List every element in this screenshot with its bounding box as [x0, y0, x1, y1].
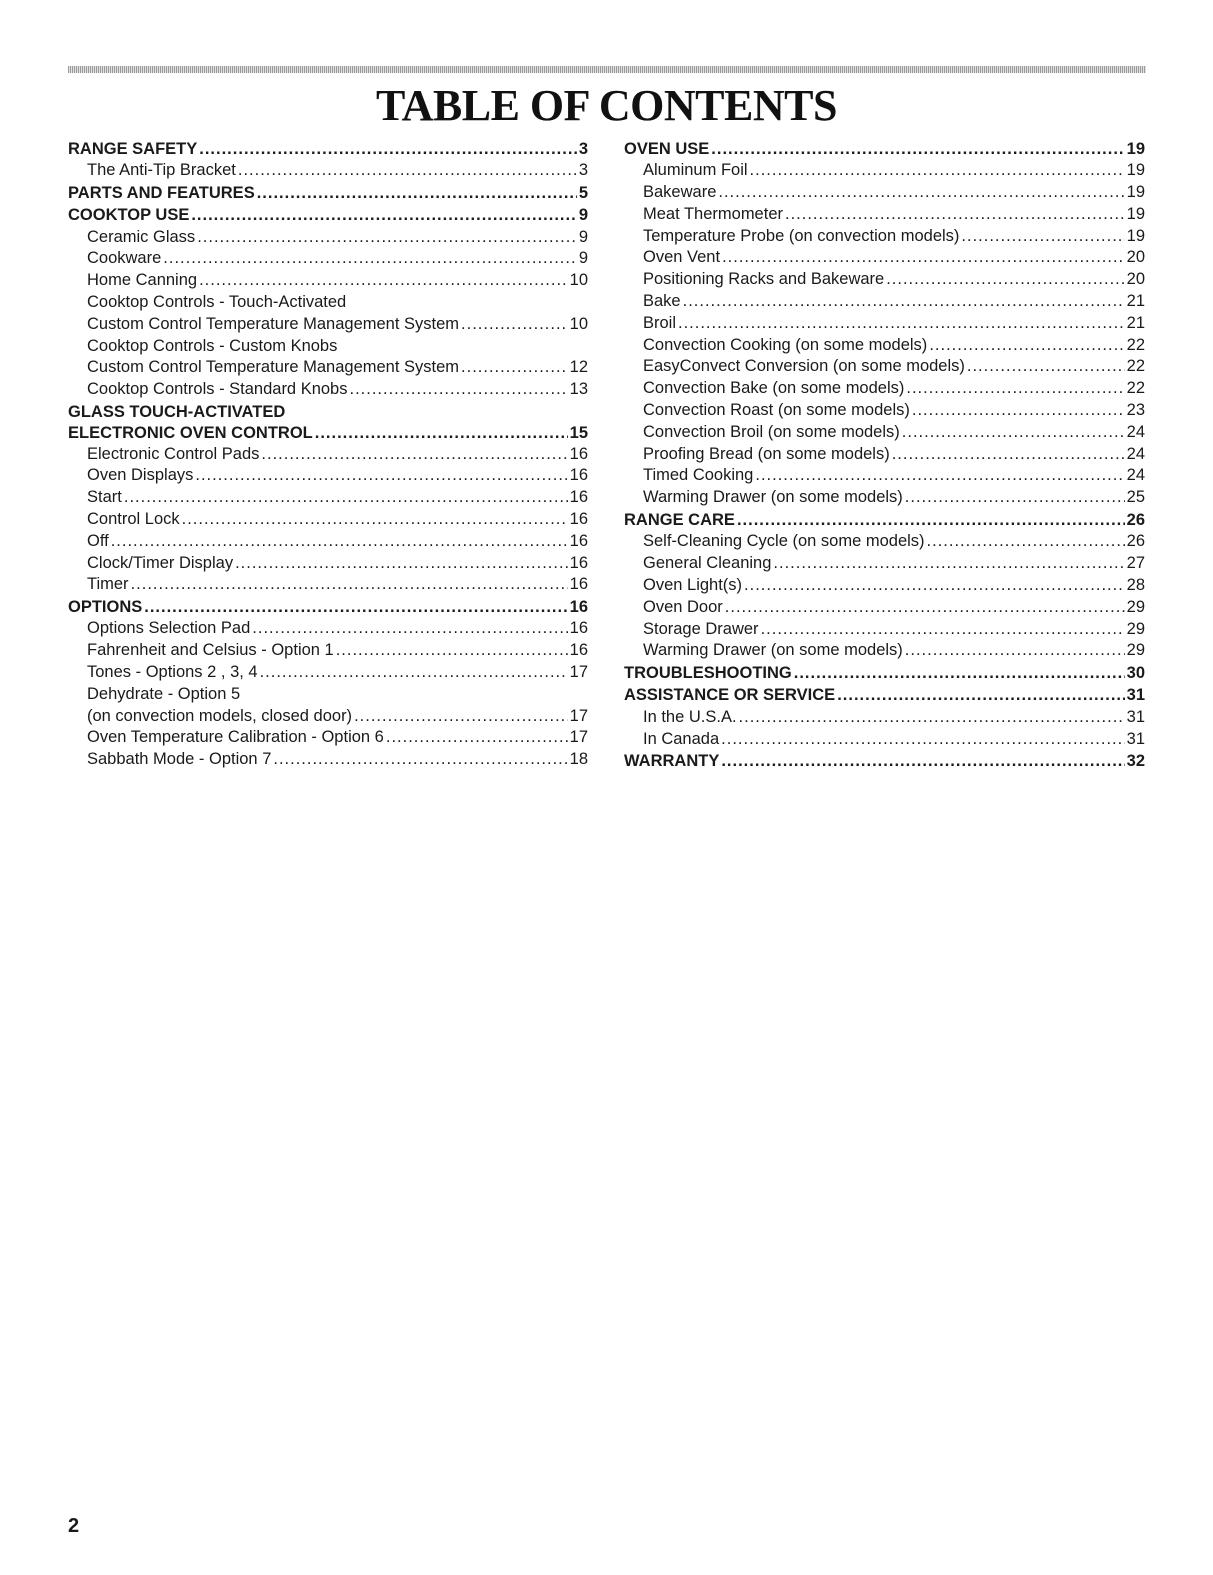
entry-page: 9 [578, 249, 588, 268]
toc-entry-bakeware[interactable] [624, 182, 1145, 204]
entry-title: Oven Light(s) [643, 575, 743, 594]
toc-entry-parts[interactable] [68, 183, 588, 205]
entry-title: Custom Control Temperature Management System [87, 358, 460, 377]
toc-entry-self-cleaning[interactable] [624, 531, 1145, 553]
entry-page: 16 [569, 444, 588, 463]
dot-leader [892, 444, 1125, 466]
toc-left-column [68, 138, 588, 771]
toc-entry-cookware[interactable] [68, 248, 588, 270]
entry-title: Tones - Options 2 , 3, 4 [87, 663, 258, 682]
entry-title: Aluminum Foil [643, 161, 748, 180]
dot-leader [461, 314, 568, 336]
toc-entry-canning[interactable] [68, 270, 588, 292]
entry-page: 9 [578, 227, 588, 246]
entry-page: 31 [1126, 685, 1145, 704]
entry-title: Clock/Timer Display [87, 553, 234, 572]
entry-title: Positioning Racks and Bakeware [643, 270, 885, 289]
entry-page: 20 [1126, 248, 1145, 267]
entry-title: PARTS AND FEATURES [68, 183, 255, 202]
entry-page: 16 [569, 531, 588, 550]
dot-leader [683, 291, 1125, 313]
dot-leader [315, 423, 568, 444]
dot-leader [257, 183, 577, 205]
entry-title: Convection Cooking (on some models) [643, 335, 928, 354]
entry-page: 24 [1126, 466, 1145, 485]
entry-page: 26 [1126, 510, 1145, 529]
entry-title: ELECTRONIC OVEN CONTROL [68, 423, 313, 442]
toc-entry-easyconvect[interactable] [624, 356, 1145, 378]
page-number: 2 [68, 1515, 80, 1537]
dot-leader [929, 335, 1124, 357]
entry-page: 12 [569, 358, 588, 377]
toc-entry-sabbath[interactable] [68, 749, 588, 771]
toc-entry-control-pads[interactable] [68, 444, 588, 466]
entry-page: 22 [1126, 357, 1145, 376]
entry-title: The Anti-Tip Bracket [87, 161, 236, 180]
entry-page: 16 [569, 509, 588, 528]
page-title: TABLE OF CONTENTS [376, 81, 837, 130]
toc-entry-electronic-control[interactable] [68, 423, 588, 444]
dot-leader [721, 729, 1124, 751]
entry-title: Control Lock [87, 509, 180, 528]
dot-leader [197, 227, 577, 249]
entry-title: EasyConvect Conversion (on some models) [643, 357, 965, 376]
toc-entry-start[interactable] [68, 487, 588, 509]
entry-title: Storage Drawer [643, 619, 759, 638]
toc-entry-convection-roast[interactable] [624, 400, 1145, 422]
dot-leader [905, 640, 1125, 662]
entry-page: 22 [1126, 379, 1145, 398]
entry-page: 10 [569, 271, 588, 290]
entry-page: 19 [1126, 161, 1145, 180]
toc-entry-standard-knobs[interactable] [68, 379, 588, 401]
entry-page: 3 [578, 139, 588, 158]
entry-title: Off [87, 531, 109, 550]
entry-page: 21 [1126, 313, 1145, 332]
entry-title: In the U.S.A. [643, 707, 737, 726]
dot-leader [761, 619, 1125, 641]
dot-leader [195, 465, 567, 487]
toc-entry-options[interactable] [68, 597, 588, 619]
entry-title: Oven Displays [87, 466, 194, 485]
entry-page: 16 [569, 466, 588, 485]
entry-page: 16 [569, 553, 588, 572]
dot-leader [354, 706, 568, 728]
entry-page: 15 [569, 423, 588, 442]
dot-leader [722, 247, 1125, 269]
entry-title: Broil [643, 313, 677, 332]
entry-page: 19 [1126, 183, 1145, 202]
entry-title: Sabbath Mode - Option 7 [87, 750, 272, 769]
toc-entry-warming-drawer-2[interactable] [624, 640, 1145, 662]
dot-leader [837, 685, 1124, 707]
toc-entry-warming-drawer-1[interactable] [624, 487, 1145, 509]
entry-title: Custom Control Temperature Management System [87, 314, 460, 333]
entry-page: 27 [1126, 554, 1145, 573]
entry-title: (on convection models, closed door) [87, 706, 353, 725]
entry-page: 20 [1126, 270, 1145, 289]
dot-leader [191, 205, 576, 227]
entry-page: 3 [578, 161, 588, 180]
dot-leader [785, 204, 1125, 226]
dot-leader [912, 400, 1125, 422]
toc-entry-general-cleaning[interactable] [624, 553, 1145, 575]
toc-entry-proofing[interactable] [624, 444, 1145, 466]
dot-leader [199, 270, 568, 292]
dot-leader [273, 749, 567, 771]
dot-leader [252, 618, 567, 640]
entry-title: Timer [87, 575, 129, 594]
entry-page: 26 [1126, 532, 1145, 551]
entry-title: ASSISTANCE OR SERVICE [624, 685, 836, 704]
entry-page: 23 [1126, 401, 1145, 420]
entry-page: 24 [1126, 444, 1145, 463]
dot-leader [386, 727, 568, 749]
toc-heading-custom-knobs: Cooktop Controls - Custom Knobs [87, 336, 338, 355]
entry-title: Start [87, 488, 122, 507]
entry-title: Electronic Control Pads [87, 444, 260, 463]
entry-title: Cookware [87, 249, 162, 268]
toc-entry-foil[interactable] [624, 160, 1145, 182]
header-rule [68, 66, 1146, 73]
entry-page: 13 [569, 380, 588, 399]
entry-title: Convection Broil (on some models) [643, 422, 900, 441]
entry-page: 31 [1126, 729, 1145, 748]
entry-title: Warming Drawer (on some models) [643, 641, 903, 660]
dot-leader [182, 509, 568, 531]
toc-heading-glass-touch: GLASS TOUCH-ACTIVATED [68, 403, 286, 422]
dot-leader [235, 553, 568, 575]
entry-page: 10 [569, 314, 588, 333]
toc-entry-convection-cooking[interactable] [624, 335, 1145, 357]
entry-page: 19 [1126, 204, 1145, 223]
entry-title: RANGE SAFETY [68, 139, 198, 158]
dot-leader [163, 248, 577, 270]
toc-entry-vent[interactable] [624, 247, 1145, 269]
dot-leader [111, 531, 568, 553]
dot-leader [961, 226, 1124, 248]
dot-leader [678, 313, 1125, 335]
dot-leader [902, 422, 1125, 444]
toc-entry-oven-use[interactable] [624, 139, 1145, 161]
entry-title: Timed Cooking [643, 466, 754, 485]
toc-entry-ceramic[interactable] [68, 227, 588, 249]
entry-page: 16 [569, 619, 588, 638]
dot-leader [750, 160, 1125, 182]
dot-leader [794, 663, 1125, 685]
entry-title: WARRANTY [624, 751, 720, 770]
dot-leader [744, 575, 1125, 597]
entry-title: In Canada [643, 729, 720, 748]
entry-page: 5 [578, 183, 588, 202]
toc-entry-timed-cooking[interactable] [624, 465, 1145, 487]
entry-title: Options Selection Pad [87, 619, 251, 638]
entry-title: OVEN USE [624, 139, 710, 158]
toc-entry-usa[interactable] [624, 707, 1145, 729]
toc-heading-dehydrate: Dehydrate - Option 5 [87, 684, 241, 703]
toc-entry-oven-displays[interactable] [68, 465, 588, 487]
entry-title: Temperature Probe (on convection models) [643, 226, 960, 245]
entry-page: 16 [569, 488, 588, 507]
toc-entry-probe[interactable] [624, 226, 1145, 248]
entry-title: General Cleaning [643, 554, 772, 573]
entry-page: 9 [578, 205, 588, 224]
entry-title: COOKTOP USE [68, 205, 190, 224]
dot-leader [711, 139, 1124, 161]
toc-entry-tones[interactable] [68, 662, 588, 684]
toc-entry-canada[interactable] [624, 729, 1145, 751]
toc-entry-storage-drawer[interactable] [624, 619, 1145, 641]
toc-right-column [624, 138, 1145, 773]
dot-leader [199, 139, 577, 161]
toc-entry-bake[interactable] [624, 291, 1145, 313]
entry-title: Cooktop Controls - Standard Knobs [87, 380, 348, 399]
toc-entry-cooktop-use[interactable] [68, 205, 588, 227]
toc-entry-control-lock[interactable] [68, 509, 588, 531]
entry-page: 18 [569, 750, 588, 769]
dot-leader [905, 487, 1125, 509]
entry-page: 19 [1126, 139, 1145, 158]
entry-page: 29 [1126, 597, 1145, 616]
entry-title: Meat Thermometer [643, 204, 783, 223]
dot-leader [261, 444, 567, 466]
entry-title: Convection Bake (on some models) [643, 379, 905, 398]
entry-page: 16 [569, 575, 588, 594]
toc-entry-assistance[interactable] [624, 685, 1145, 707]
toc-entry-clock-timer[interactable] [68, 553, 588, 575]
dot-leader [336, 640, 568, 662]
toc-entry-anti-tip[interactable] [68, 160, 588, 182]
toc-entry-oven-lights[interactable] [624, 575, 1145, 597]
entry-title: Oven Door [643, 597, 723, 616]
toc-entry-dehydrate[interactable] [68, 706, 588, 728]
entry-page: 29 [1126, 619, 1145, 638]
dot-leader [755, 465, 1124, 487]
toc-entry-calibration[interactable] [68, 727, 588, 749]
dot-leader [131, 574, 568, 596]
entry-page: 32 [1126, 751, 1145, 770]
toc-entry-warranty[interactable] [624, 751, 1145, 773]
entry-page: 24 [1126, 422, 1145, 441]
toc-entry-fahrenheit[interactable] [68, 640, 588, 662]
dot-leader [718, 182, 1124, 204]
entry-title: Ceramic Glass [87, 227, 196, 246]
toc-entry-ctms-2[interactable] [68, 357, 588, 379]
toc-entry-troubleshooting[interactable] [624, 663, 1145, 685]
dot-leader [967, 356, 1125, 378]
toc-heading-touch-controls: Cooktop Controls - Touch-Activated [87, 293, 347, 312]
toc-entry-thermometer[interactable] [624, 204, 1145, 226]
dot-leader [773, 553, 1124, 575]
toc-entry-range-care[interactable] [624, 510, 1145, 532]
dot-leader [461, 357, 568, 379]
entry-title: Home Canning [87, 271, 198, 290]
entry-title: Bake [643, 292, 681, 311]
entry-title: Oven Vent [643, 248, 721, 267]
entry-page: 19 [1126, 226, 1145, 245]
entry-title: RANGE CARE [624, 510, 735, 529]
entry-title: Fahrenheit and Celsius - Option 1 [87, 641, 334, 660]
toc-entry-off[interactable] [68, 531, 588, 553]
entry-page: 16 [569, 641, 588, 660]
entry-title: Warming Drawer (on some models) [643, 488, 903, 507]
entry-page: 16 [569, 597, 588, 616]
entry-page: 17 [569, 663, 588, 682]
dot-leader [124, 487, 568, 509]
dot-leader [260, 662, 568, 684]
entry-title: Bakeware [643, 183, 717, 202]
entry-page: 29 [1126, 641, 1145, 660]
entry-page: 28 [1126, 575, 1145, 594]
entry-page: 21 [1126, 292, 1145, 311]
dot-leader [739, 707, 1125, 729]
toc-entry-ctms-1[interactable] [68, 314, 588, 336]
toc-entry-convection-bake[interactable] [624, 378, 1145, 400]
entry-page: 22 [1126, 335, 1145, 354]
dot-leader [725, 597, 1125, 619]
toc-entry-oven-door[interactable] [624, 597, 1145, 619]
dot-leader [238, 160, 577, 182]
toc-entry-convection-broil[interactable] [624, 422, 1145, 444]
dot-leader [737, 510, 1125, 532]
entry-title: Self-Cleaning Cycle (on some models) [643, 532, 925, 551]
toc-entry-options-pad[interactable] [68, 618, 588, 640]
dot-leader [886, 269, 1124, 291]
entry-title: Proofing Bread (on some models) [643, 444, 890, 463]
entry-page: 30 [1126, 663, 1145, 682]
dot-leader [721, 751, 1124, 773]
entry-page: 25 [1126, 488, 1145, 507]
toc-entry-timer[interactable] [68, 574, 588, 596]
entry-title: Oven Temperature Calibration - Option 6 [87, 728, 384, 747]
entry-page: 31 [1126, 707, 1145, 726]
toc-entry-broil[interactable] [624, 313, 1145, 335]
entry-title: OPTIONS [68, 597, 143, 616]
entry-page: 17 [569, 706, 588, 725]
entry-page: 17 [569, 728, 588, 747]
dot-leader [349, 379, 567, 401]
dot-leader [927, 531, 1125, 553]
toc-entry-range-safety[interactable] [68, 139, 588, 161]
dot-leader [906, 378, 1124, 400]
dot-leader [144, 597, 567, 619]
entry-title: TROUBLESHOOTING [624, 663, 792, 682]
toc-entry-racks[interactable] [624, 269, 1145, 291]
entry-title: Convection Roast (on some models) [643, 401, 910, 420]
